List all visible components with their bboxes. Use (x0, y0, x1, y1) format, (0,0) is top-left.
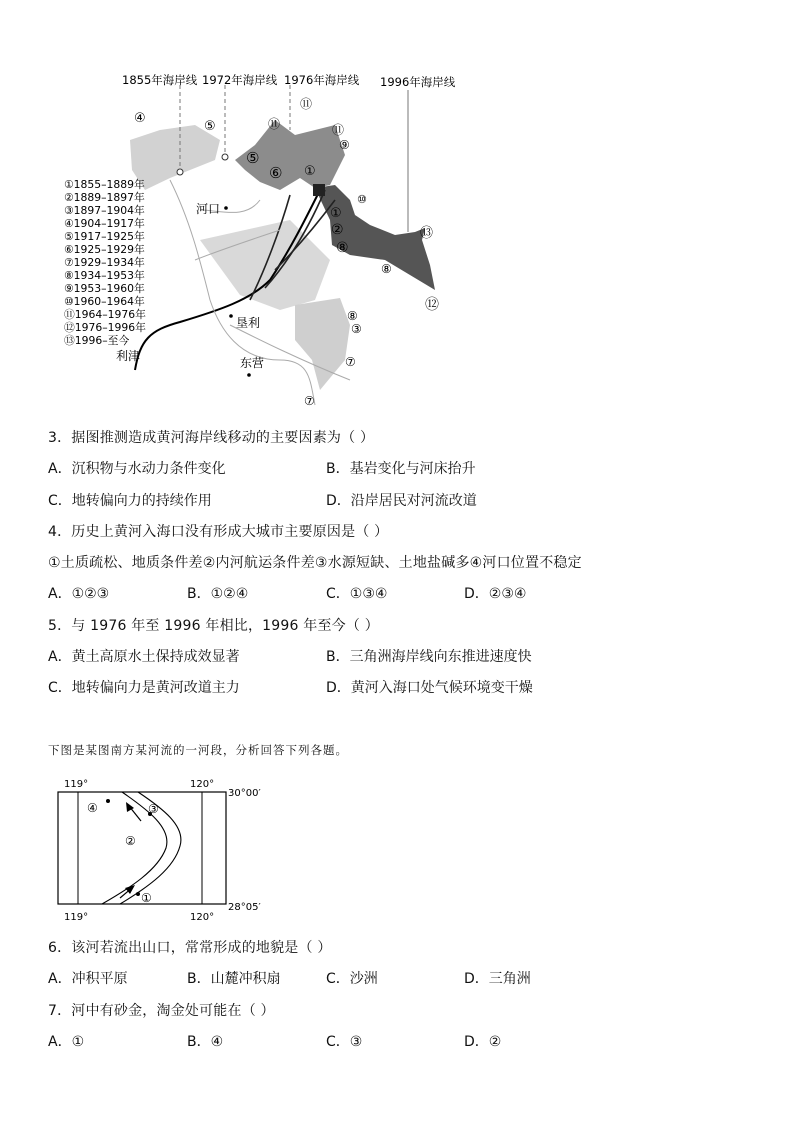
q6-option-b[interactable]: B．山麓冲积扇 (187, 971, 281, 987)
yellow-river-delta-map (50, 60, 470, 415)
q3-option-c[interactable]: C．地转偏向力的持续作用 (48, 493, 212, 509)
marker: ⑩ (357, 193, 367, 206)
question-4-items: ①土质疏松、地质条件差②内河航运条件差③水源短缺、土地盐碱多④河口位置不稳定 (48, 555, 582, 571)
q7-option-d[interactable]: D．② (464, 1034, 502, 1050)
coastline-label: 1996年海岸线 (380, 75, 456, 89)
marker: ⑧ (347, 309, 358, 323)
lat-label-top: 30°00′ (228, 788, 261, 799)
marker: ⑦ (304, 394, 315, 408)
legend-item: ⑫1976–1996年 (64, 321, 146, 334)
q5-option-c[interactable]: C．地转偏向力是黄河改道主力 (48, 680, 240, 696)
coastline-label: 1976年海岸线 (284, 73, 360, 87)
marker: ① (141, 891, 152, 905)
q7-option-b[interactable]: B．④ (187, 1034, 224, 1050)
legend-item: ⑤1917–1925年 (64, 230, 145, 243)
lon-label-bottom-left: 119° (64, 912, 89, 923)
marker: ② (331, 222, 344, 238)
q4-option-c[interactable]: C．①③④ (326, 586, 388, 602)
marker: ⑨ (339, 138, 350, 152)
q3-option-b[interactable]: B．基岩变化与河床抬升 (326, 461, 476, 477)
marker: ④ (134, 111, 146, 126)
legend-item: ⑬1996–至今 (64, 334, 130, 347)
question-7-stem: 7．河中有砂金，淘金处可能在（ ） (48, 1003, 275, 1019)
legend-item: ③1897–1904年 (64, 204, 145, 217)
legend-item: ①1855–1889年 (64, 178, 145, 191)
marker: ⑤ (204, 119, 216, 134)
q7-option-a[interactable]: A．① (48, 1034, 85, 1050)
marker: ① (330, 206, 342, 221)
q5-option-d[interactable]: D．黄河入海口处气候环境变干燥 (326, 680, 533, 696)
q6-option-a[interactable]: A．冲积平原 (48, 971, 128, 987)
q3-option-d[interactable]: D．沿岸居民对河流改道 (326, 493, 477, 509)
place-dongying: 东营 (240, 356, 265, 370)
legend-item: ⑦1929–1934年 (64, 256, 145, 269)
legend-item: ⑨1953–1960年 (64, 282, 145, 295)
marker: ⑫ (425, 297, 439, 313)
legend-item: ②1889–1897年 (64, 191, 145, 204)
legend-item: ⑩1960–1964年 (64, 295, 145, 308)
river-segment-map (40, 770, 290, 925)
marker: ⑪ (268, 117, 281, 131)
q7-option-c[interactable]: C．③ (326, 1034, 363, 1050)
marker: ⑬ (420, 226, 434, 241)
place-hekou: 河口 (196, 202, 221, 216)
legend-item: ⑧1934–1953年 (64, 269, 145, 282)
marker: ⑧ (381, 262, 392, 276)
legend-item: ⑥1925–1929年 (64, 243, 145, 256)
marker: ④ (87, 801, 98, 815)
question-5-stem: 5．与 1976 年至 1996 年相比，1996 年至今（ ） (48, 618, 379, 634)
legend-item: ④1904–1917年 (64, 217, 145, 230)
question-6-stem: 6．该河若流出山口，常常形成的地貌是（ ） (48, 940, 332, 956)
marker: ⑪ (332, 123, 345, 137)
land-light-mid (200, 220, 330, 310)
lon-label-top-left: 119° (64, 779, 89, 790)
marker: ⑤ (246, 149, 260, 167)
q6-option-d[interactable]: D．三角洲 (464, 971, 531, 987)
lat-label-bottom: 28°05′ (228, 902, 261, 913)
q5-option-b[interactable]: B．三角洲海岸线向东推进速度快 (326, 649, 532, 665)
q5-option-a[interactable]: A．黄土高原水土保持成效显著 (48, 649, 240, 665)
q4-option-b[interactable]: B．①②④ (187, 586, 249, 602)
map-legend (64, 177, 146, 347)
coastline-label: 1855年海岸线 (122, 73, 198, 87)
estuary-box (313, 184, 325, 196)
question-4-stem: 4．历史上黄河入海口没有形成大城市主要原因是（ ） (48, 524, 389, 540)
place-lijin: 利津 (116, 349, 141, 363)
lon-label-bottom-right: 120° (190, 912, 215, 923)
q4-option-d[interactable]: D．②③④ (464, 586, 527, 602)
marker: ⑦ (345, 355, 356, 369)
marker: ① (304, 164, 316, 179)
marker: ③ (148, 802, 159, 816)
legend-item: ⑪1964–1976年 (64, 308, 146, 321)
lon-label-top-right: 120° (190, 779, 215, 790)
marker: ⑪ (300, 97, 313, 111)
figure-2-intro: 下图是某图南方某河流的一河段，分析回答下列各题。 (48, 743, 348, 757)
marker: ⑥ (269, 164, 283, 182)
q3-option-a[interactable]: A．沉积物与水动力条件变化 (48, 461, 226, 477)
map-frame (58, 792, 226, 904)
q6-option-c[interactable]: C．沙洲 (326, 971, 378, 987)
question-3-stem: 3．据图推测造成黄河海岸线移动的主要因素为（ ） (48, 430, 375, 446)
marker: ② (125, 834, 136, 848)
q4-option-a[interactable]: A．①②③ (48, 586, 110, 602)
marker: ⑧ (336, 240, 349, 256)
marker: ③ (351, 322, 362, 336)
coastline-label: 1972年海岸线 (202, 73, 278, 87)
place-kenli: 垦利 (236, 316, 261, 330)
